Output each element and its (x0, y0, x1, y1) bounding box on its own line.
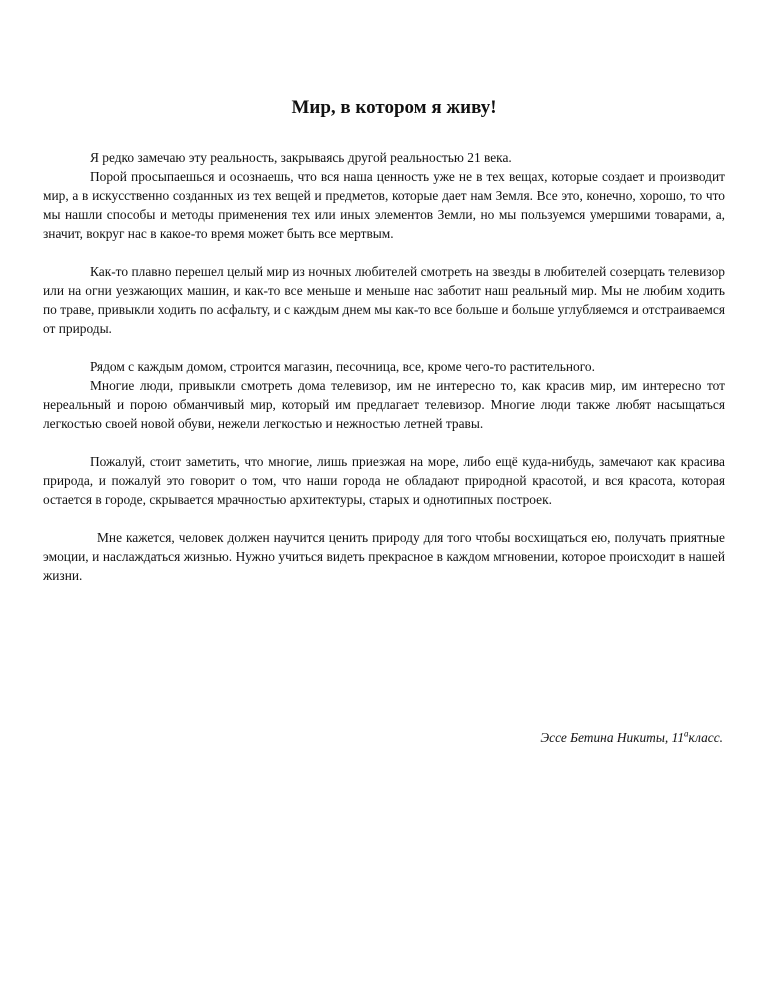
signature-superscript: а (684, 728, 689, 739)
paragraph-7: Мне кажется, человек должен научится ценить природу для того чтобы восхищаться ею, получать приятные эмоции, и наслаждаться жизнью. Нужно учиться видеть прекрасное в каждом мгновении, которое происходит в нашей жизни. (43, 530, 725, 583)
paragraph-gap (43, 509, 725, 528)
paragraph-gap (43, 338, 725, 357)
paragraph-5: Многие люди, привыкли смотреть дома телевизор, им не интересно то, как красив мир, им интересно тот нереальный и порою обманчивый мир, который им предлагает телевизор. Многие люди также любят насыщаться легкостью своей новой обуви, нежели легкостью и нежностью летней травы. (43, 378, 725, 431)
signature-text: Эссе Бетина Никиты, 11 (540, 730, 685, 745)
paragraph-2: Порой просыпаешься и осознаешь, что вся наша ценность уже не в тех вещах, которые создает и производит мир, а в искусственно созданных из тех вещей и предметов, которые дает нам Земля. Все это, конечно, хорошо, то что мы нашли способы и методы применения тех или иных элементов Земли, но мы пользуемся умершими товарами, а, значит, вокруг нас в какое-то время может быть все мертвым. (43, 169, 725, 241)
paragraph-3: Как-то плавно перешел целый мир из ночных любителей смотреть на звезды в любителей созерцать телевизор или на огни уезжающих машин, и как-то все меньше и меньше нас заботит наш реальный мир. Мы не любим ходить по траве, привыкли ходить по асфальту, и с каждым днем мы как-то все больше и больше углубляемся и отстраиваемся от природы. (43, 264, 725, 336)
document-title: Мир, в котором я живу! (291, 97, 497, 118)
essay-signature (540, 728, 723, 747)
paragraph-6: Пожалуй, стоит заметить, что многие, лишь приезжая на море, либо ещё куда-нибудь, замечают как красива природа, и пожалуй это говорит о том, что наши города не обладают природной красотой, и вся красота, которая остается в городе, скрывается мрачностью архитектуры, старых и однотипных построек. (43, 454, 725, 507)
signature-suffix: класс. (688, 730, 723, 745)
paragraph-gap (43, 433, 725, 452)
paragraph-gap (43, 243, 725, 262)
document-page (43, 96, 725, 585)
paragraph-1: Я редко замечаю эту реальность, закрываясь другой реальностью 21 века. (90, 150, 512, 165)
paragraph-4: Рядом с каждым домом, строится магазин, песочница, все, кроме чего-то растительного. (90, 359, 595, 374)
